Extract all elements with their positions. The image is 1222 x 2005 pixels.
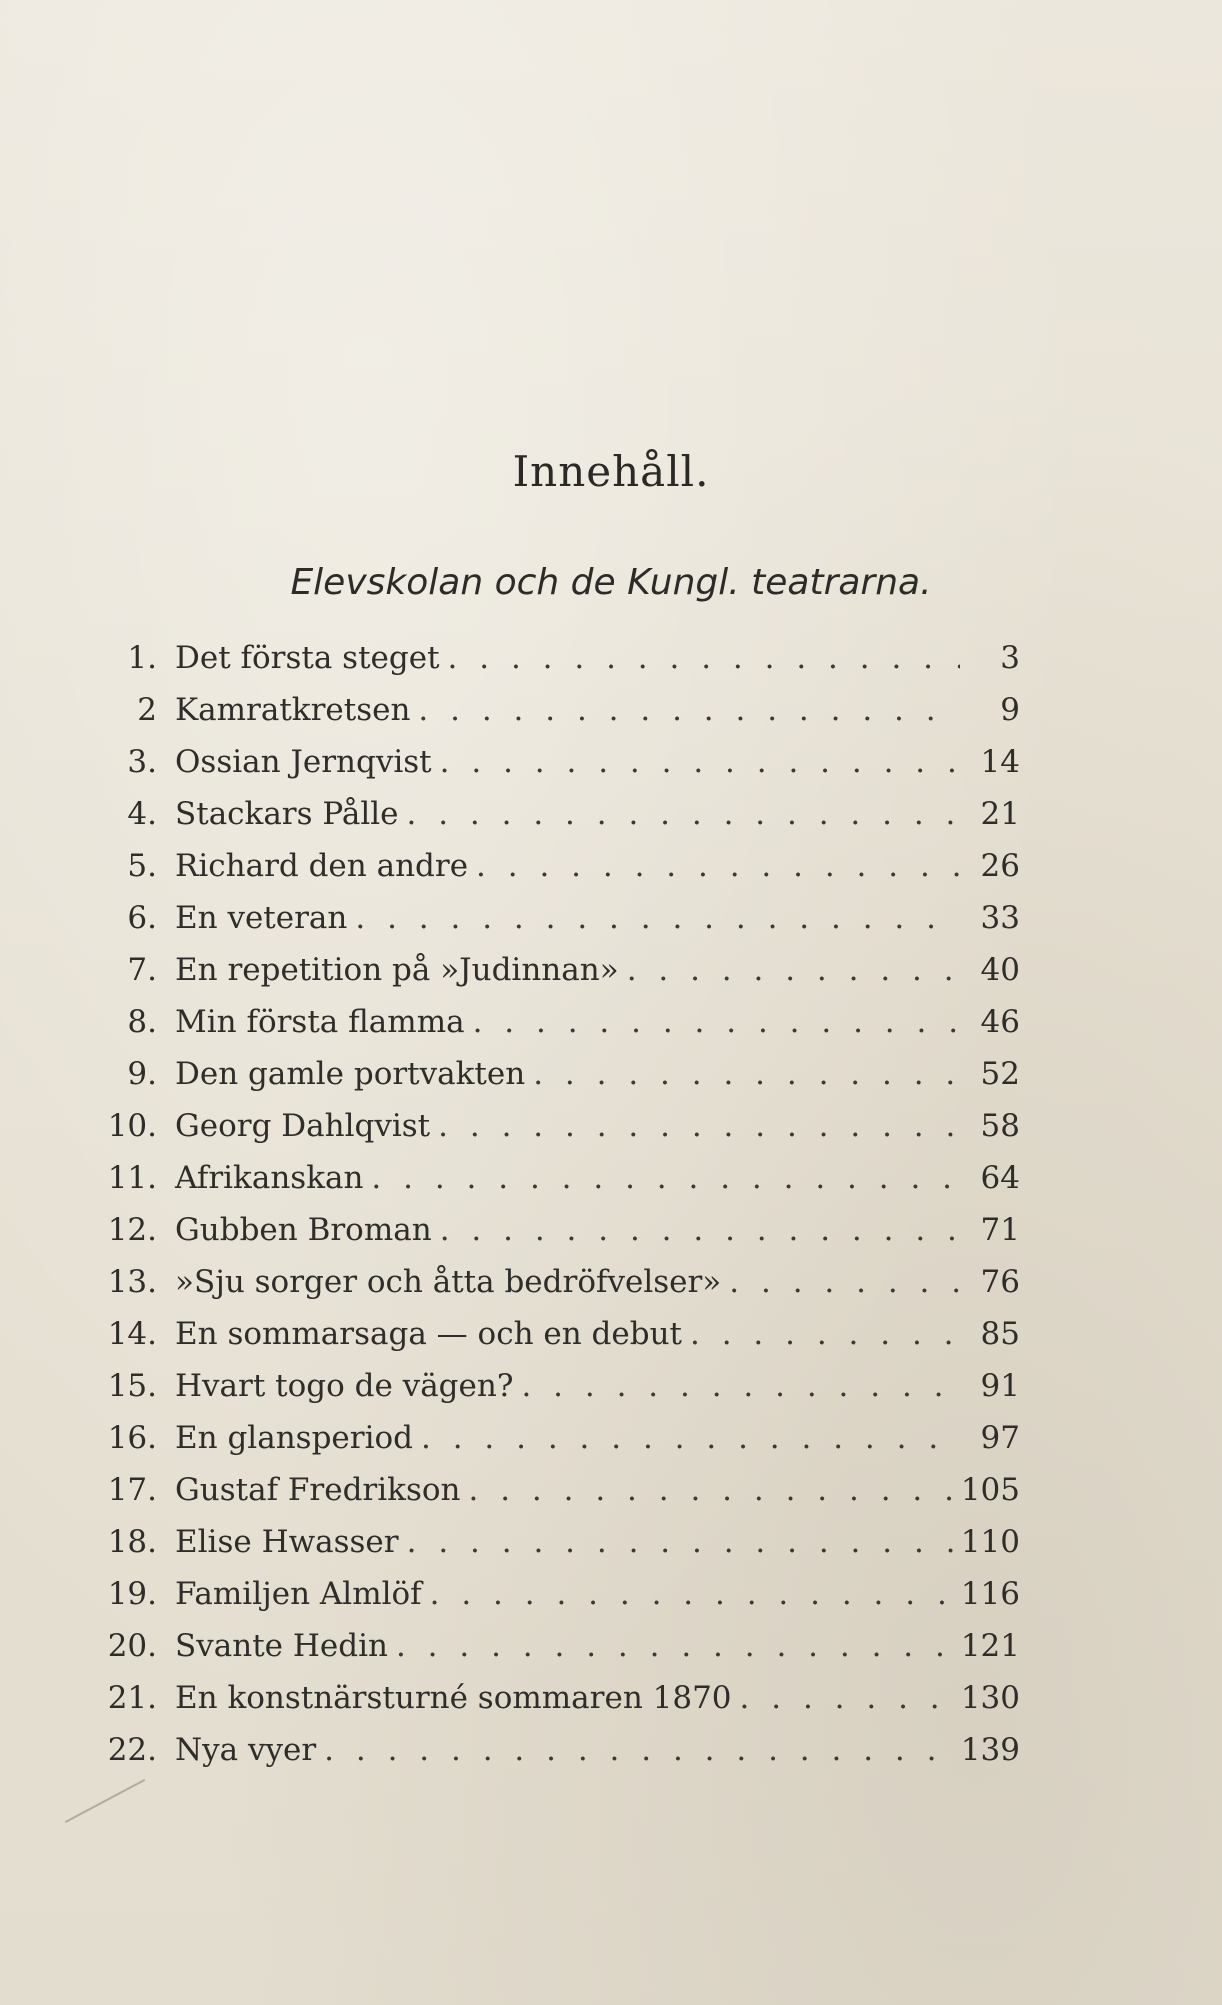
entry-page: 26: [980, 848, 1020, 884]
dot-leader: [432, 1204, 960, 1256]
entry-page: 3: [1000, 640, 1020, 676]
entry-page: 91: [980, 1368, 1020, 1404]
entry-title: Georg Dahlqvist: [175, 1108, 431, 1144]
dot-leader: [422, 1568, 960, 1620]
entry-title: Det första steget: [175, 640, 440, 676]
toc-entry: [85, 840, 1020, 892]
dot-leader: [347, 892, 960, 944]
toc-entry: [85, 1516, 1020, 1568]
toc-entry: [85, 1256, 1020, 1308]
entry-number: 5.: [127, 848, 157, 884]
toc-entry: [85, 632, 1020, 684]
dot-leader: [410, 684, 960, 736]
toc-entry: [85, 788, 1020, 840]
toc-entry: [85, 1048, 1020, 1100]
dot-leader: [388, 1620, 960, 1672]
entry-number: 4.: [127, 796, 157, 832]
entry-title: Elise Hwasser: [175, 1524, 399, 1560]
section-title: Elevskolan och de Kungl. teatrarna.: [290, 562, 932, 603]
entry-title: En glansperiod: [175, 1420, 413, 1456]
entry-number: 15.: [107, 1368, 157, 1404]
dot-leader: [682, 1308, 960, 1360]
entry-number: 16.: [107, 1420, 157, 1456]
entry-title: Kamratkretsen: [175, 692, 411, 728]
entry-title: Stackars Pålle: [175, 796, 399, 832]
entry-number: 12.: [107, 1212, 157, 1248]
entry-page: 97: [980, 1420, 1020, 1456]
entry-page: 21: [980, 796, 1020, 832]
pencil-mark: [65, 1779, 145, 1823]
entry-page: 130: [960, 1680, 1020, 1716]
entry-title: Ossian Jernqvist: [175, 744, 432, 780]
toc-entry: [85, 1672, 1020, 1724]
entry-number: 1.: [127, 640, 157, 676]
toc-entry: [85, 996, 1020, 1048]
table-of-contents: [85, 632, 1020, 1776]
page-title: Innehåll.: [512, 447, 710, 496]
entry-number: 17.: [107, 1472, 157, 1508]
entry-title: Familjen Almlöf: [175, 1576, 422, 1612]
entry-page: 121: [960, 1628, 1020, 1664]
dot-leader: [460, 1464, 960, 1516]
entry-page: 116: [960, 1576, 1020, 1612]
toc-entry: [85, 1152, 1020, 1204]
entry-number: 9.: [127, 1056, 157, 1092]
dot-leader: [316, 1724, 960, 1776]
toc-entry: [85, 1568, 1020, 1620]
dot-leader: [399, 1516, 960, 1568]
entry-page: 46: [980, 1004, 1020, 1040]
dot-leader: [465, 996, 960, 1048]
entry-page: 139: [960, 1732, 1020, 1768]
entry-number: 2: [137, 692, 157, 728]
dot-leader: [399, 788, 960, 840]
entry-title: En konstnärsturné sommaren 1870: [175, 1680, 732, 1716]
entry-page: 71: [980, 1212, 1020, 1248]
entry-page: 85: [980, 1316, 1020, 1352]
entry-page: 105: [960, 1472, 1020, 1508]
entry-number: 10.: [107, 1108, 157, 1144]
entry-title: Min första flamma: [175, 1004, 465, 1040]
dot-leader: [468, 840, 960, 892]
toc-entry: [85, 736, 1020, 788]
entry-title: En repetition på »Judinnan»: [175, 952, 619, 988]
dot-leader: [525, 1048, 960, 1100]
dot-leader: [432, 736, 960, 788]
entry-title: Den gamle portvakten: [175, 1056, 526, 1092]
entry-title: Hvart togo de vägen?: [175, 1368, 514, 1404]
entry-page: 64: [980, 1160, 1020, 1196]
entry-page: 9: [1000, 692, 1020, 728]
toc-entry: [85, 1308, 1020, 1360]
entry-page: 40: [980, 952, 1020, 988]
toc-entry: [85, 1620, 1020, 1672]
toc-entry: [85, 944, 1020, 996]
entry-title: En veteran: [175, 900, 348, 936]
toc-entry: [85, 1412, 1020, 1464]
entry-title: Svante Hedin: [175, 1628, 388, 1664]
entry-number: 6.: [127, 900, 157, 936]
toc-entry: [85, 1360, 1020, 1412]
toc-entry: [85, 684, 1020, 736]
entry-page: 14: [980, 744, 1020, 780]
entry-title: Nya vyer: [175, 1732, 317, 1768]
dot-leader: [430, 1100, 960, 1152]
entry-number: 7.: [127, 952, 157, 988]
entry-number: 14.: [107, 1316, 157, 1352]
entry-title: Richard den andre: [175, 848, 469, 884]
entry-number: 11.: [107, 1160, 157, 1196]
entry-number: 20.: [107, 1628, 157, 1664]
dot-leader: [440, 632, 960, 684]
entry-title: »Sju sorger och åtta bedröfvelser»: [175, 1264, 722, 1300]
entry-number: 8.: [127, 1004, 157, 1040]
entry-page: 76: [980, 1264, 1020, 1300]
toc-entry: [85, 1724, 1020, 1776]
entry-page: 33: [980, 900, 1020, 936]
entry-title: Gustaf Fredrikson: [175, 1472, 461, 1508]
entry-number: 18.: [107, 1524, 157, 1560]
entry-page: 110: [960, 1524, 1020, 1560]
dot-leader: [732, 1672, 960, 1724]
entry-title: Gubben Broman: [175, 1212, 432, 1248]
entry-number: 19.: [107, 1576, 157, 1612]
entry-number: 21.: [107, 1680, 157, 1716]
dot-leader: [363, 1152, 960, 1204]
entry-number: 22.: [107, 1732, 157, 1768]
entry-page: 58: [980, 1108, 1020, 1144]
toc-entry: [85, 1464, 1020, 1516]
entry-title: Afrikanskan: [175, 1160, 364, 1196]
dot-leader: [619, 944, 960, 996]
toc-entry: [85, 1204, 1020, 1256]
dot-leader: [513, 1360, 960, 1412]
entry-page: 52: [980, 1056, 1020, 1092]
toc-entry: [85, 1100, 1020, 1152]
dot-leader: [413, 1412, 960, 1464]
entry-number: 3.: [127, 744, 157, 780]
entry-number: 13.: [107, 1264, 157, 1300]
toc-entry: [85, 892, 1020, 944]
entry-title: En sommarsaga — och en debut: [175, 1316, 683, 1352]
dot-leader: [721, 1256, 960, 1308]
